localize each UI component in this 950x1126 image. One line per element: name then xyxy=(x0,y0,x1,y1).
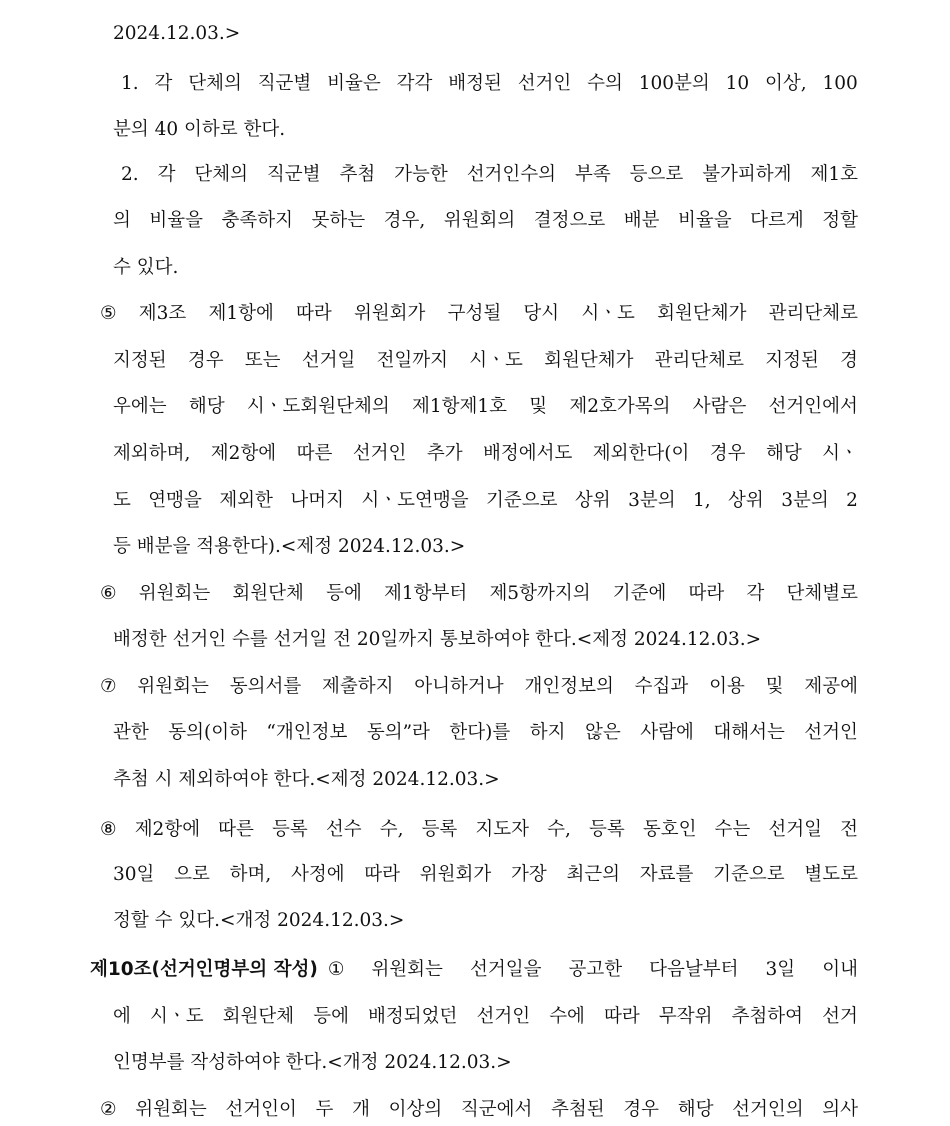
word: 2. xyxy=(121,164,139,185)
word: 이상의 xyxy=(388,1099,443,1120)
para-6-line-1 xyxy=(100,582,858,606)
word: 상위 xyxy=(728,490,764,511)
word: 지도자 xyxy=(475,819,530,840)
word: 시ㆍ xyxy=(822,443,858,464)
word: 위원회는 xyxy=(137,676,209,697)
word: 제1항제1호 xyxy=(412,396,508,417)
word: 이용 xyxy=(709,676,745,697)
word: 구성될 xyxy=(447,303,502,324)
word: 제1항부터 xyxy=(384,583,468,604)
word: 않은 xyxy=(584,722,621,743)
word: 아니하거나 xyxy=(414,676,504,697)
word: 시ㆍ도 xyxy=(581,303,635,324)
word: 제외한다(이 xyxy=(592,443,690,464)
word: 부족 xyxy=(574,164,611,185)
word: 무작위 xyxy=(658,1006,713,1027)
word: 하지 xyxy=(529,722,566,743)
word: 배정되었던 xyxy=(368,1006,458,1027)
word: 전 xyxy=(840,819,858,840)
word: 도 xyxy=(113,490,131,511)
word: 경우 xyxy=(187,350,224,371)
word: 2 xyxy=(846,490,858,511)
word: 하며, xyxy=(229,864,272,885)
word: 기준으로 xyxy=(713,864,785,885)
word: 개 xyxy=(352,1099,370,1120)
word: 각 xyxy=(157,164,176,185)
word: ⑥ xyxy=(100,583,117,604)
word: 배정된 xyxy=(448,73,502,94)
word: 경우 xyxy=(623,1099,660,1120)
word: 해당 xyxy=(677,1099,714,1120)
continuation-line: 2024.12.03.> xyxy=(113,23,241,44)
word: 위원회가 xyxy=(353,303,426,324)
word: 선거인 xyxy=(804,722,858,743)
word: 수의 xyxy=(587,73,623,94)
word: 제출하지 xyxy=(322,676,394,697)
word: 비율은 xyxy=(327,73,381,94)
word: ⑤ xyxy=(100,303,117,324)
word: 시ㆍ도회원단체의 xyxy=(246,396,390,417)
word: 해당 xyxy=(188,396,225,417)
word: 100 xyxy=(822,73,858,94)
para-5-line-3 xyxy=(113,395,858,419)
word: 따른 xyxy=(218,819,254,840)
word: 회원단체 xyxy=(222,1006,295,1027)
word: 동호인 xyxy=(642,819,697,840)
word: “개인정보 xyxy=(266,722,348,743)
word: 관리단체로 xyxy=(768,303,858,324)
word: 제1항에 xyxy=(208,303,274,324)
word: 가능한 xyxy=(394,164,448,185)
word: 추첨하여 xyxy=(731,1006,804,1027)
word: 해당 xyxy=(765,443,802,464)
word: 의 xyxy=(113,210,131,231)
word: ① xyxy=(327,959,345,980)
word: 한다)를 xyxy=(449,722,511,743)
word: 추가 xyxy=(426,443,463,464)
article-10-para-2-line-1 xyxy=(100,1098,858,1122)
word: 사람에 xyxy=(640,722,694,743)
word: 3분의 xyxy=(781,490,829,511)
para-8-line-3: 정할 수 있다.<개정 2024.12.03.> xyxy=(113,910,405,931)
para-7-line-1 xyxy=(100,675,858,699)
word: 수, xyxy=(547,819,571,840)
word: 사정에 xyxy=(290,864,345,885)
word: 각각 xyxy=(396,73,433,94)
para-7-line-3: 추첨 시 제외하여야 한다.<제정 2024.12.03.> xyxy=(113,769,500,790)
word: 제2호가목의 xyxy=(569,396,671,417)
item-1-line-2: 분의 40 이하로 한다. xyxy=(113,119,286,140)
word: 단체의 xyxy=(188,73,242,94)
word: 수집과 xyxy=(634,676,689,697)
word: 30일 xyxy=(113,864,155,885)
para-5-line-2 xyxy=(113,349,858,373)
word: 다음날부터 xyxy=(649,959,739,980)
article-10-line-2 xyxy=(113,1005,858,1029)
word: 지정된 xyxy=(765,350,819,371)
word: 개인정보의 xyxy=(524,676,614,697)
article-10-line-1 xyxy=(90,958,858,982)
word: 기준으로 xyxy=(486,490,558,511)
word: 직군에서 xyxy=(460,1099,533,1120)
word: 배정에서도 xyxy=(483,443,573,464)
word: 최근의 xyxy=(566,864,621,885)
article-10-text xyxy=(328,958,858,982)
word: 따른 xyxy=(296,443,333,464)
word: 등에 xyxy=(313,1006,349,1027)
word: 등에 xyxy=(326,583,362,604)
word: 나머지 xyxy=(290,490,344,511)
word: 전일까지 xyxy=(376,350,449,371)
word: 불가피하게 xyxy=(702,164,792,185)
word: 사람은 xyxy=(692,396,747,417)
word: 관한 xyxy=(113,722,149,743)
word: 선수 xyxy=(325,819,362,840)
word: 직군별 xyxy=(266,164,321,185)
word: 각 xyxy=(746,583,765,604)
word: 가장 xyxy=(510,864,547,885)
word: 비율을 xyxy=(677,210,732,231)
word: 못하는 xyxy=(311,210,366,231)
word: 우에는 xyxy=(113,396,167,417)
para-6-line-2: 배정한 선거인 수를 선거일 전 20일까지 통보하여야 한다.<제정 2024.12.03.> xyxy=(113,629,762,650)
word: 제2항에 xyxy=(134,819,201,840)
word: 동의”라 xyxy=(366,722,430,743)
word: 직군별 xyxy=(257,73,312,94)
word: 시ㆍ도 xyxy=(149,1006,204,1027)
word: 회원단체 xyxy=(232,583,304,604)
word: ② xyxy=(100,1099,117,1120)
para-5-line-1 xyxy=(100,302,858,326)
word: 또는 xyxy=(244,350,281,371)
word: 등록 xyxy=(272,819,308,840)
word: ⑧ xyxy=(100,819,117,840)
word: 관리단체로 xyxy=(654,350,744,371)
word: 수는 xyxy=(714,819,751,840)
word: 선거인수의 xyxy=(466,164,557,185)
word: 선거인에서 xyxy=(768,396,858,417)
para-7-line-2 xyxy=(113,721,858,745)
word: 이내 xyxy=(822,959,858,980)
word: 1. xyxy=(121,73,139,94)
word: 1, xyxy=(692,490,711,511)
word: 시ㆍ도 xyxy=(469,350,523,371)
word: 비율을 xyxy=(149,210,203,231)
word: 3일 xyxy=(765,959,796,980)
word: 추첨 xyxy=(339,164,376,185)
word: 10 xyxy=(725,73,750,94)
word: 별도로 xyxy=(804,864,858,885)
word: 상위 xyxy=(574,490,611,511)
word: 따라 xyxy=(604,1006,640,1027)
word: 선거인 xyxy=(517,73,572,94)
word: 선거인의 xyxy=(732,1099,804,1120)
word: 및 xyxy=(765,676,784,697)
word: 시ㆍ도연맹을 xyxy=(361,490,469,511)
word: 으로 xyxy=(174,864,210,885)
word: 선거인이 xyxy=(225,1099,297,1120)
word: 충족하지 xyxy=(221,210,293,231)
word: 당시 xyxy=(523,303,560,324)
word: 공고한 xyxy=(568,959,623,980)
word: 단체별로 xyxy=(786,583,858,604)
word: 3분의 xyxy=(628,490,676,511)
word: 선거 xyxy=(822,1006,858,1027)
word: 두 xyxy=(315,1099,334,1120)
word: 배분 xyxy=(623,210,660,231)
word: 선거일 xyxy=(768,819,823,840)
word: 제1호 xyxy=(810,164,858,185)
word: 선거일 xyxy=(301,350,356,371)
word: 회원단체가 xyxy=(657,303,747,324)
item-2-line-2 xyxy=(113,209,858,233)
word: 동의서를 xyxy=(229,676,302,697)
word: 100분의 xyxy=(638,73,710,94)
word: 경 xyxy=(840,350,858,371)
word: 기준에 xyxy=(612,583,667,604)
para-5-line-4 xyxy=(113,442,858,466)
word: 경우 xyxy=(709,443,746,464)
word: 제2항에 xyxy=(210,443,277,464)
word: 위원회의 xyxy=(443,210,516,231)
word: 위원회는 xyxy=(371,959,443,980)
word: 각 xyxy=(154,73,173,94)
word: 동의(이하 xyxy=(168,722,247,743)
para-5-line-6: 등 배분을 적용한다).<제정 2024.12.03.> xyxy=(113,536,466,557)
word: 에 xyxy=(113,1006,131,1027)
word: 자료를 xyxy=(639,864,694,885)
item-2-line-1 xyxy=(121,163,858,187)
word: 선거일을 xyxy=(469,959,542,980)
word: 다르게 xyxy=(750,210,804,231)
word: 및 xyxy=(529,396,548,417)
word: 위원회는 xyxy=(135,1099,207,1120)
word: 제공에 xyxy=(804,676,858,697)
word: 선거인 xyxy=(352,443,407,464)
word: 대해서는 xyxy=(713,722,785,743)
item-1-line-1 xyxy=(121,72,858,96)
word: 위원회는 xyxy=(138,583,211,604)
word: 제3조 xyxy=(138,303,187,324)
word: 따라 xyxy=(296,303,332,324)
word: 제5항까지의 xyxy=(489,583,591,604)
word: 수, xyxy=(379,819,404,840)
word: 위원회가 xyxy=(419,864,492,885)
para-8-line-2 xyxy=(113,863,858,887)
word: 선거인 xyxy=(476,1006,531,1027)
para-5-line-5 xyxy=(113,489,858,513)
word: 따라 xyxy=(364,864,401,885)
para-8-line-1 xyxy=(100,818,858,842)
word: 따라 xyxy=(688,583,725,604)
word: 의사 xyxy=(822,1099,858,1120)
item-2-line-3: 수 있다. xyxy=(113,257,179,278)
word: 회원단체가 xyxy=(544,350,634,371)
word: 제외하며, xyxy=(113,443,191,464)
word: 수에 xyxy=(549,1006,585,1027)
word: 이상, xyxy=(765,73,807,94)
article-10-line-3: 인명부를 작성하여야 한다.<개정 2024.12.03.> xyxy=(113,1052,512,1073)
word: 연맹을 xyxy=(148,490,202,511)
word: 추첨된 xyxy=(551,1099,605,1120)
word: 단체의 xyxy=(194,164,248,185)
word: 제외한 xyxy=(219,490,273,511)
word: 등으로 xyxy=(629,164,684,185)
word: 등록 xyxy=(588,819,625,840)
word: 지정된 xyxy=(113,350,167,371)
article-heading: 제10조(선거인명부의 작성) xyxy=(90,959,318,980)
word: 등록 xyxy=(421,819,458,840)
word: 경우, xyxy=(383,210,426,231)
word: 결정으로 xyxy=(533,210,606,231)
word: 정할 xyxy=(822,210,858,231)
word: ⑦ xyxy=(100,676,117,697)
